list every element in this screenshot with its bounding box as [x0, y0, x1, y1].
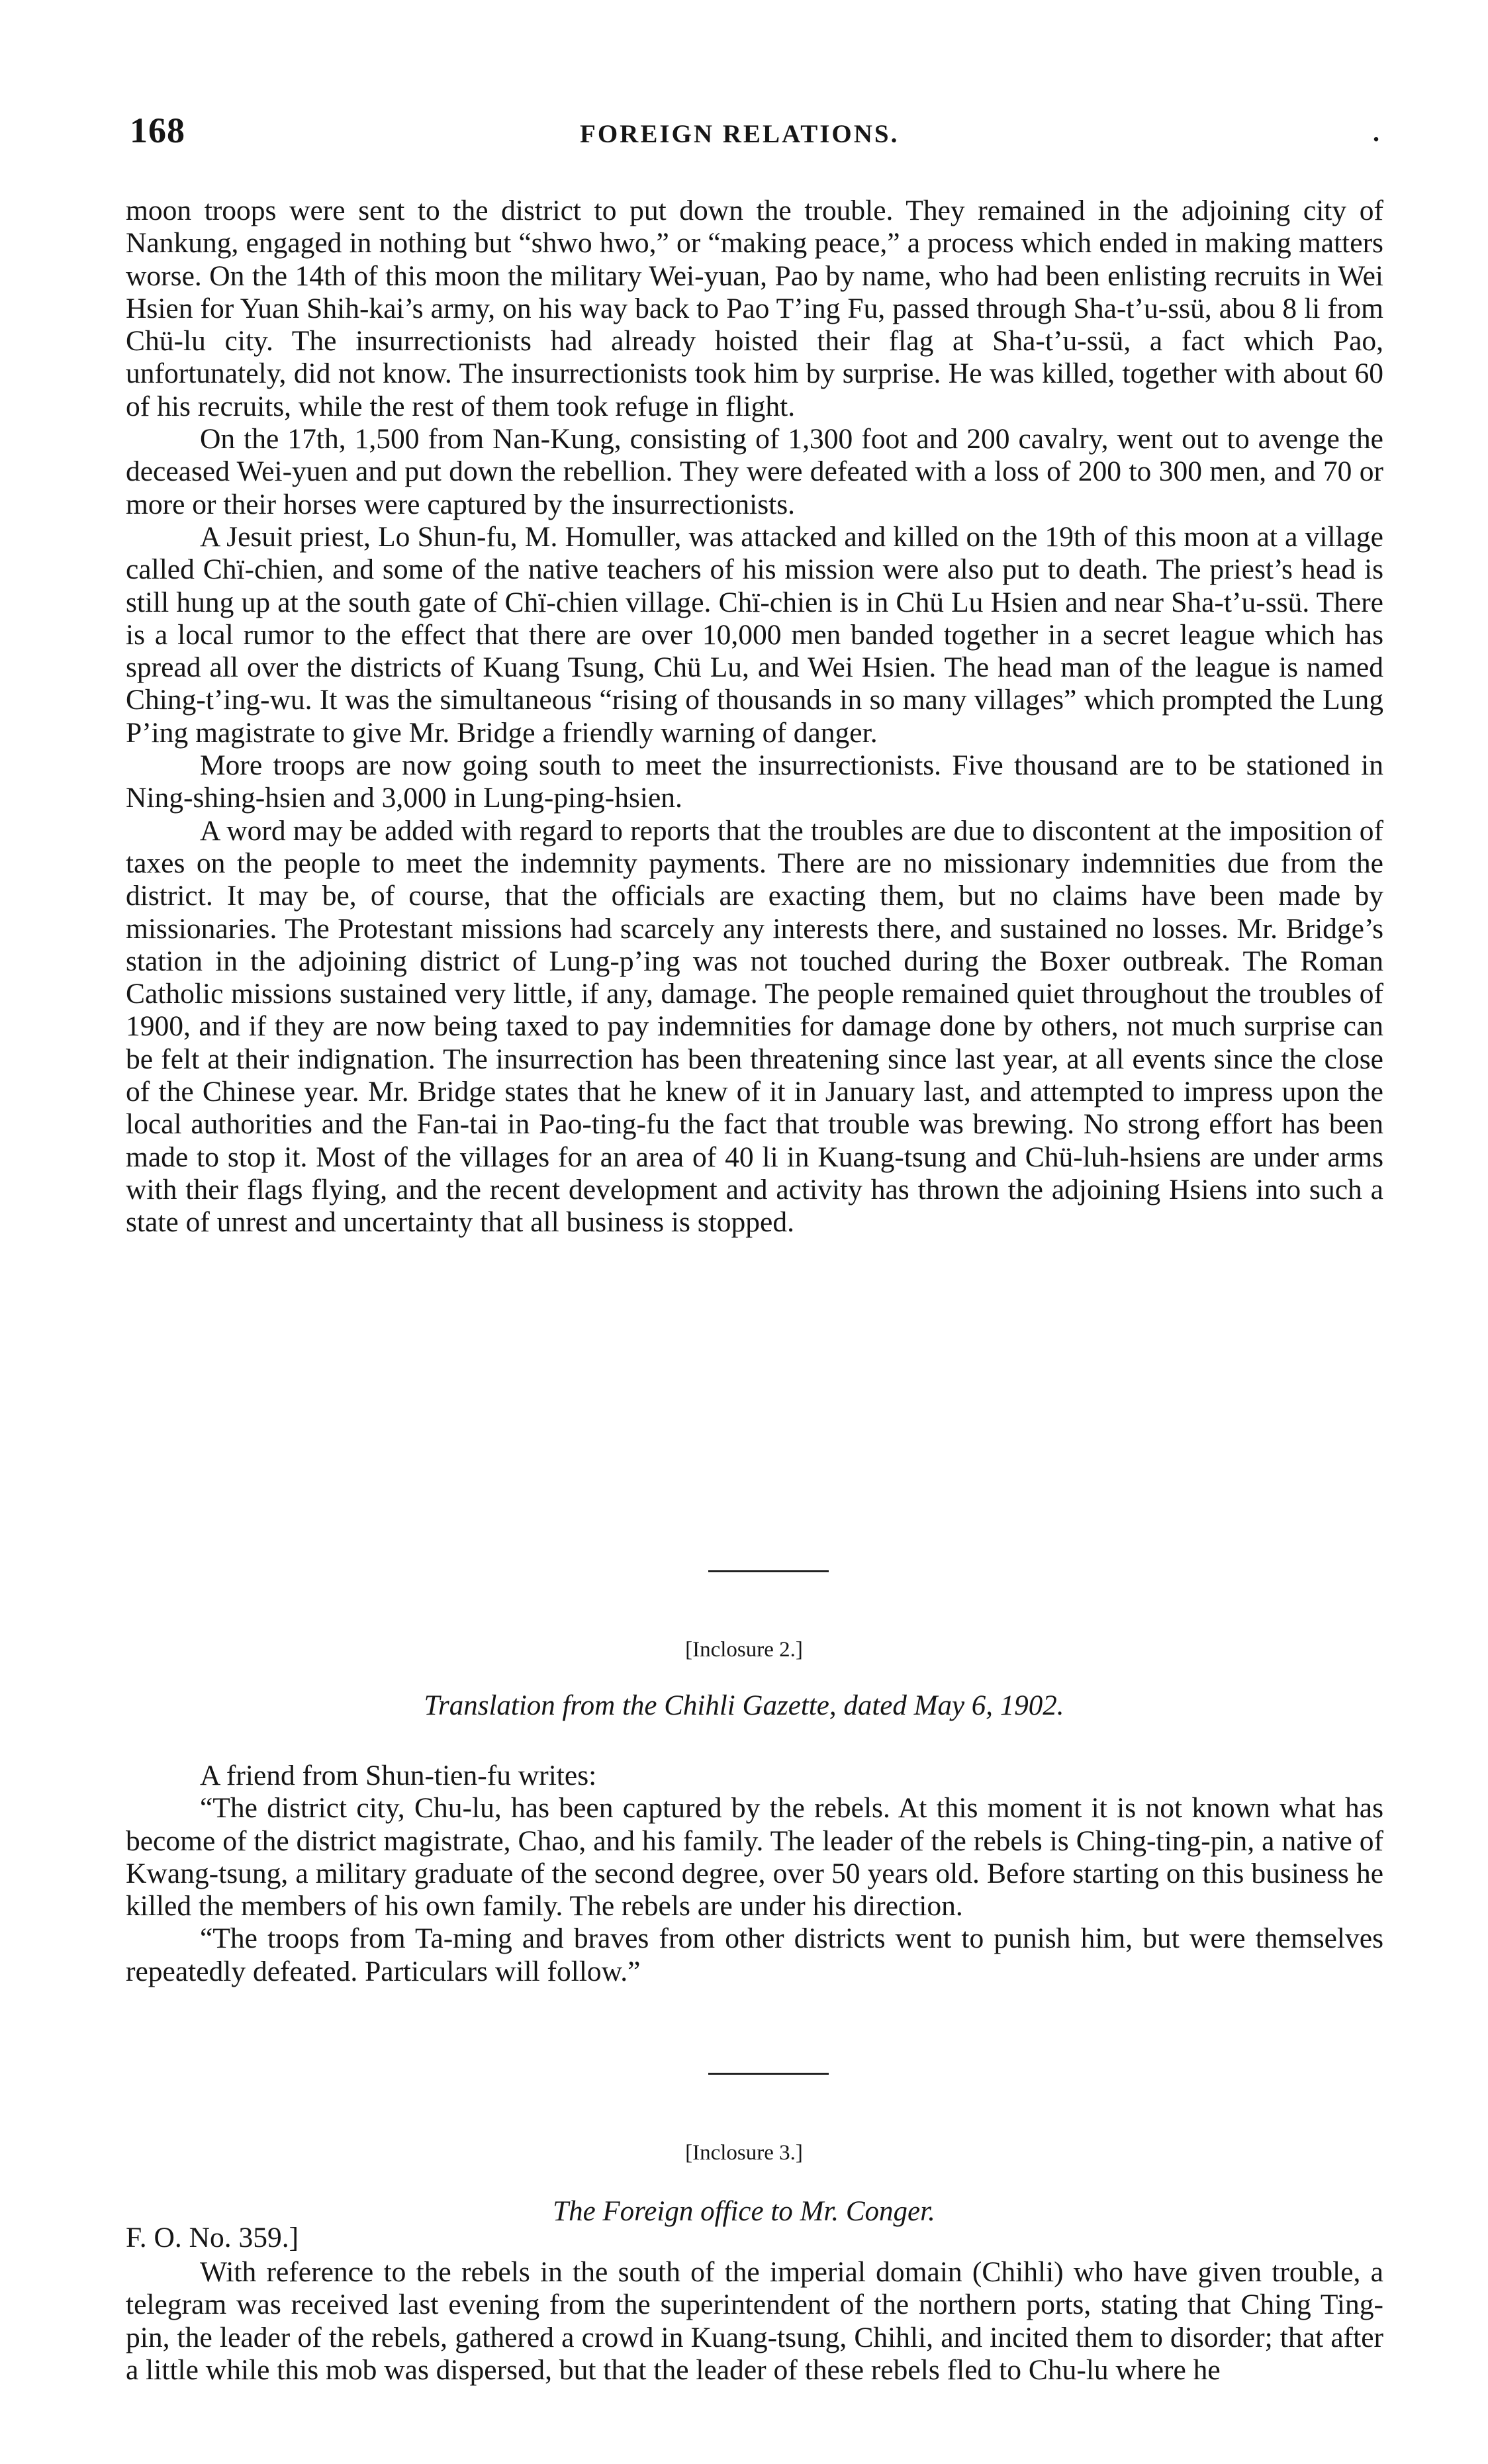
section-divider — [708, 1570, 829, 1572]
inclosure-title: Translation from the Chihli Gazette, dated May 6, 1902. — [424, 1690, 1064, 1721]
paragraph: A Jesuit priest, Lo Shun-fu, M. Homuller, was attacked and killed on the 19th of this moon at a village called Chï-chien, and some of the native teachers of his mission were also put to death. The priest’s head is still hung up at the south gate of Chï-chien village. Chï-chien is in Chü Lu Hsien and near Sha-t’u-ssü. There is a local rumor to the effect that there are over 10,000 men banded together in a secret league which has spread all over the districts of Kuang Tsung, Chü Lu, and Wei Hsien. The head man of the league is named Ching-t’ing-wu. It was the simultaneous “rising of thousands in so many villages” which prompted the Lung P’ing magistrate to give Mr. Bridge a friendly warning of danger. — [126, 520, 1383, 749]
inclosure-label: [Inclosure 3.] — [685, 2141, 803, 2165]
paragraph: More troops are now going south to meet the insurrectionists. Five thousand are to be stationed in Ning-shing-hsien and 3,000 in Lung-ping-hsien. — [126, 749, 1383, 814]
running-head: FOREIGN RELATIONS. — [580, 120, 900, 148]
page-number: 168 — [130, 111, 185, 150]
paragraph: moon troops were sent to the district to put down the trouble. They remained in the adjoining city of Nankung, engaged in nothing but “shwo hwo,” or “making peace,” a process which ended in making matters worse. On the 14th of this moon the military Wei-yuan, Pao by name, who had been enlisting recruits in Wei Hsien for Yuan Shih-kai’s army, on his way back to Pao T’ing Fu, passed through Sha-t’u-ssü, abou 8 li from Chü-lu city. The insurrectionists had already hoisted their flag at Sha-t’u-ssü, a fact which Pao, unfortunately, did not know. The insurrectionists took him by surprise. He was killed, together with about 60 of his recruits, while the rest of them took refuge in flight. — [126, 195, 1383, 422]
inclosure-2-body — [126, 1760, 1383, 1988]
paragraph: “The district city, Chu-lu, has been captured by the rebels. At this moment it is not known what has become of the district magistrate, Chao, and his family. The leader of the rebels is Ching-ting-pin, a native of Kwang-tsung, a military graduate of the second degree, over 50 years old. Before starting on this business he killed the members of his own family. The rebels are under his direction. — [126, 1792, 1383, 1922]
page-header — [130, 110, 1381, 150]
inclosure-label: [Inclosure 2.] — [685, 1638, 803, 1662]
paragraph: A friend from Shun-tien-fu writes: — [200, 1760, 597, 1791]
section-divider — [708, 2073, 829, 2075]
paragraph: “The troops from Ta-ming and braves from other districts went to punish him, but were themselves repeatedly defeated. Particulars will follow.” — [126, 1922, 1383, 1987]
foreign-office-number: F. O. No. 359.] — [126, 2222, 299, 2253]
paragraph: With reference to the rebels in the south of the imperial domain (Chihli) who have given trouble, a telegram was received last evening from the superintendent of the northern ports, stating that Ching Ting-pin, the leader of the rebels, gathered a crowd in Kuang-tsung, Chihli, and incited them to disorder; that after a little while this mob was dispersed, but that the leader of these rebels fled to Chu-lu where he — [126, 2256, 1383, 2386]
header-mark: . — [1373, 117, 1379, 147]
paragraph: On the 17th, 1,500 from Nan-Kung, consisting of 1,300 foot and 200 cavalry, went out to avenge the deceased Wei-yuen and put down the rebellion. They were defeated with a loss of 200 to 300 men, and 70 or more or their horses were captured by the insurrectionists. — [126, 423, 1383, 520]
inclosure-title: The Foreign office to Mr. Conger. — [553, 2196, 935, 2227]
paragraph: A word may be added with regard to reports that the troubles are due to discontent at the imposition of taxes on the people to meet the indemnity payments. There are no missionary indemnities due from the district. It may be, of course, that the officials are exacting them, but no claims have been made by missionaries. The Protestant missions had scarcely any interests there, and sustained no losses. Mr. Bridge’s station in the adjoining district of Lung-p’ing was not touched during the Boxer outbreak. The Roman Catholic missions sustained very little, if any, damage. The people remained quiet throughout the troubles of 1900, and if they are now being taxed to pay indemnities for damage done by others, not much surprise can be felt at their indignation. The insurrection has been threatening since last year, at all events since the close of the Chinese year. Mr. Bridge states that he knew of it in January last, and attempted to impress upon the local authorities and the Fan-tai in Pao-ting-fu the fact that trouble was brewing. No strong effort has been made to stop it. Most of the villages for an area of 40 li in Kuang-tsung and Chü-luh-hsiens are under arms with their flags flying, and the recent development and activity has thrown the adjoining Hsiens into such a state of unrest and uncertainty that all business is stopped. — [126, 814, 1383, 1239]
report-continuation — [126, 195, 1383, 1239]
inclosure-3-body — [126, 2256, 1383, 2387]
